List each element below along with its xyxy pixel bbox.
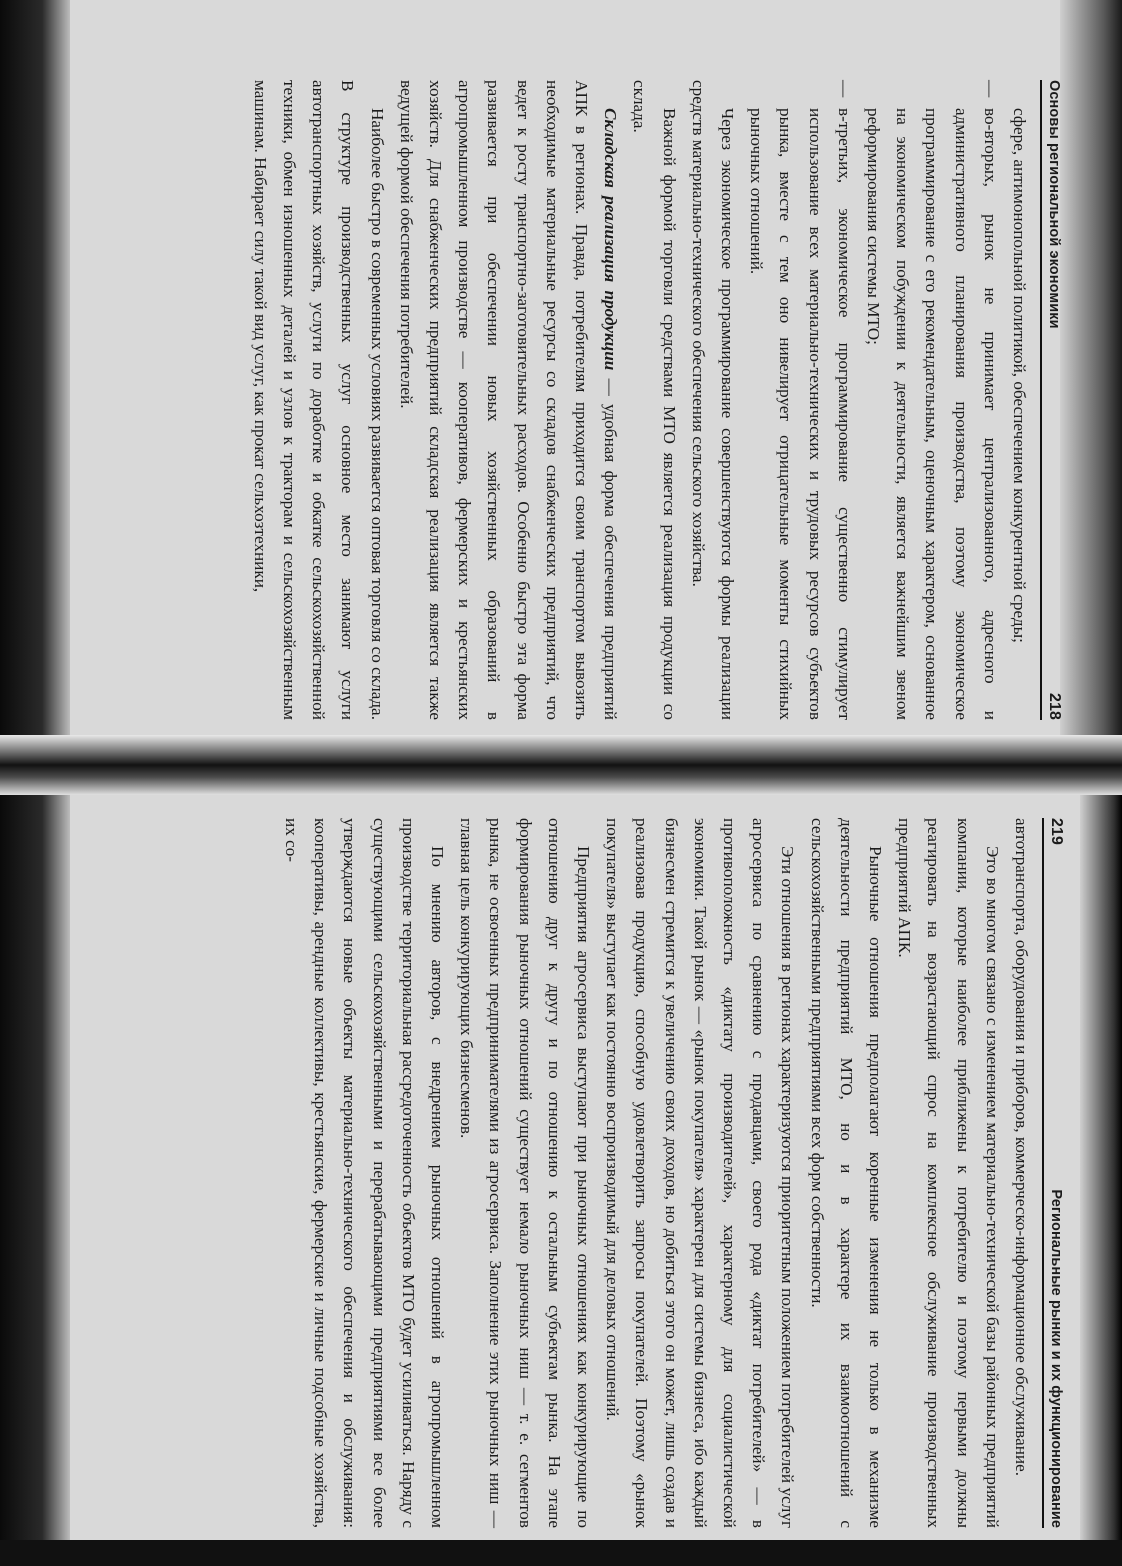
paragraph: Важной формой торговли средствами МТО является реализация продукции со склада. [630,80,679,720]
paragraph: Рыночные отношения предполагают коренные изменения не только в механизме деятельности предприятий МТО, но и в характере их взаимоотношений с сельскохозяйственными предприятиями всех форм собственности. [807,818,885,1528]
page-number: 218 [1046,693,1063,720]
running-head-right [1042,818,1065,1528]
paragraph: Через экономическое программирование совершенствуются формы реализации средств материально-технического обеспечения сельского хозяйства. [688,80,737,720]
book-edge-right-top [1060,0,1122,780]
paragraph: Предприятия агросервиса выступают при рыночных отношениях как конкурирующие по отношению друг к другу и по отношению к остальным субъектам рынка. На этапе формирования рыночных отношений существует немало рыночных ниш — т. е. сегментов рынка, не освоенных предпринимателями из агросервиса. Заполнение этих рыночных ниш — главная цель конкурирующих бизнесменов. [457,818,593,1528]
paragraph-continuation: автотранспорта, оборудования и приборов, коммерческо-информационное обслуживание. [1012,818,1031,1477]
scan-border-bottom [0,1540,1122,1566]
paragraph-text: — удобная форма обеспечения предприятий АПК в регионах. Правда, потребителям приходится своим транспортом вывозить необходимые материальные ресурсы со складов снабженческих предприятий, что ведет к росту транспортно-заготовительных расходов. Особенно быстро эта форма развивается при обеспечении новых хозяйственных образований в агропромышленном производстве — кооперативов, фермерских и крестьянских хозяйств. Для снабженческих предприятий складская реализация является также ведущей формой обеспечения потребителей. [396,80,621,720]
page-number: 219 [1048,818,1065,845]
page-219 [80,818,1065,1528]
paragraph: По мнению авторов, с внедрением рыночных отношений в агропромышленном производстве территориальная рассредоточенность объектов МТО будет усиливаться. Наряду с существующими сельскохозяйственными и перерабатывающими предприятиями все более утверждаются новые объекты материально-технического обеспечения и обслуживания: кооперативы, арендные коллективы, крестьянские, фермерские и личные подсобные хозяйства, их со- [281,818,447,1528]
running-head-title: Региональные рынки и их функционирование [1048,1189,1064,1528]
page-218 [88,80,1063,720]
paragraph: Эти отношения в регионах характеризуются приоритетным положением потребителей услуг агросервиса по сравнению с продавцами, своего рода «диктат потребителей» — в противоположность «диктату производителей», характерному для социалистической экономики. Такой рынок — «рынок покупателя» характерен для системы бизнеса, ибо каждый бизнесмен стремится к увеличению своих доходов, но добиться этого он может, лишь создав и реализовав продукцию, способную удовлетворить запросы покупателей. Поэтому «рынок покупателя» выступает как постоянно воспроизводимый для деловых отношений. [603,818,798,1528]
term-emphasis: Складская реализация продукции [601,108,621,371]
list-item: — во-вторых, рынок не принимает централизованного, адресного и административного планирования производства, поэтому экономическое программирование с его рекомендательным, оценочным характером, основанное на экономическом побуждении к деятельности, является важнейшим звеном реформирования системы МТО; [859,80,1005,720]
running-head-title: Основы региональной экономики [1046,80,1062,329]
book-edge-right-bottom [1080,780,1122,1566]
list-item: — в-третьих, экономическое программирование существенно стимулирует использование всех материально-технических и трудовых ресурсов субъектов рынка, вместе с тем оно нивелирует отрицательные моменты стихийных рыночных отношений. [742,80,859,720]
paragraph [392,80,626,720]
paragraph: Наиболее быстро в современных условиях развивается оптовая торговля со склада. В структуре производственных услуг основное место занимают услуги автотранспортных хозяйств, услуги по доработке и обкатке сельскохозяйственной техники, обмен изношенных деталей и узлов к тракторам и сельскохозяйственным машинам. Набирает силу такой вид услуг, как прокат сельхозтехники, [250,80,387,720]
book-gutter [0,735,1122,795]
paragraph: Это во многом связано с изменением материально-технической базы районных предприятий компании, которые наиболее приближены к потребителю и поэтому первыми должны реагировать на возрастающий спрос на комплексное обслуживание производственных предприятий АПК. [895,818,1002,1528]
list-item-continuation: сфере, антимонопольной политикой, обеспечением конкурентной среды; [1010,108,1029,643]
running-head-left [1040,80,1063,720]
